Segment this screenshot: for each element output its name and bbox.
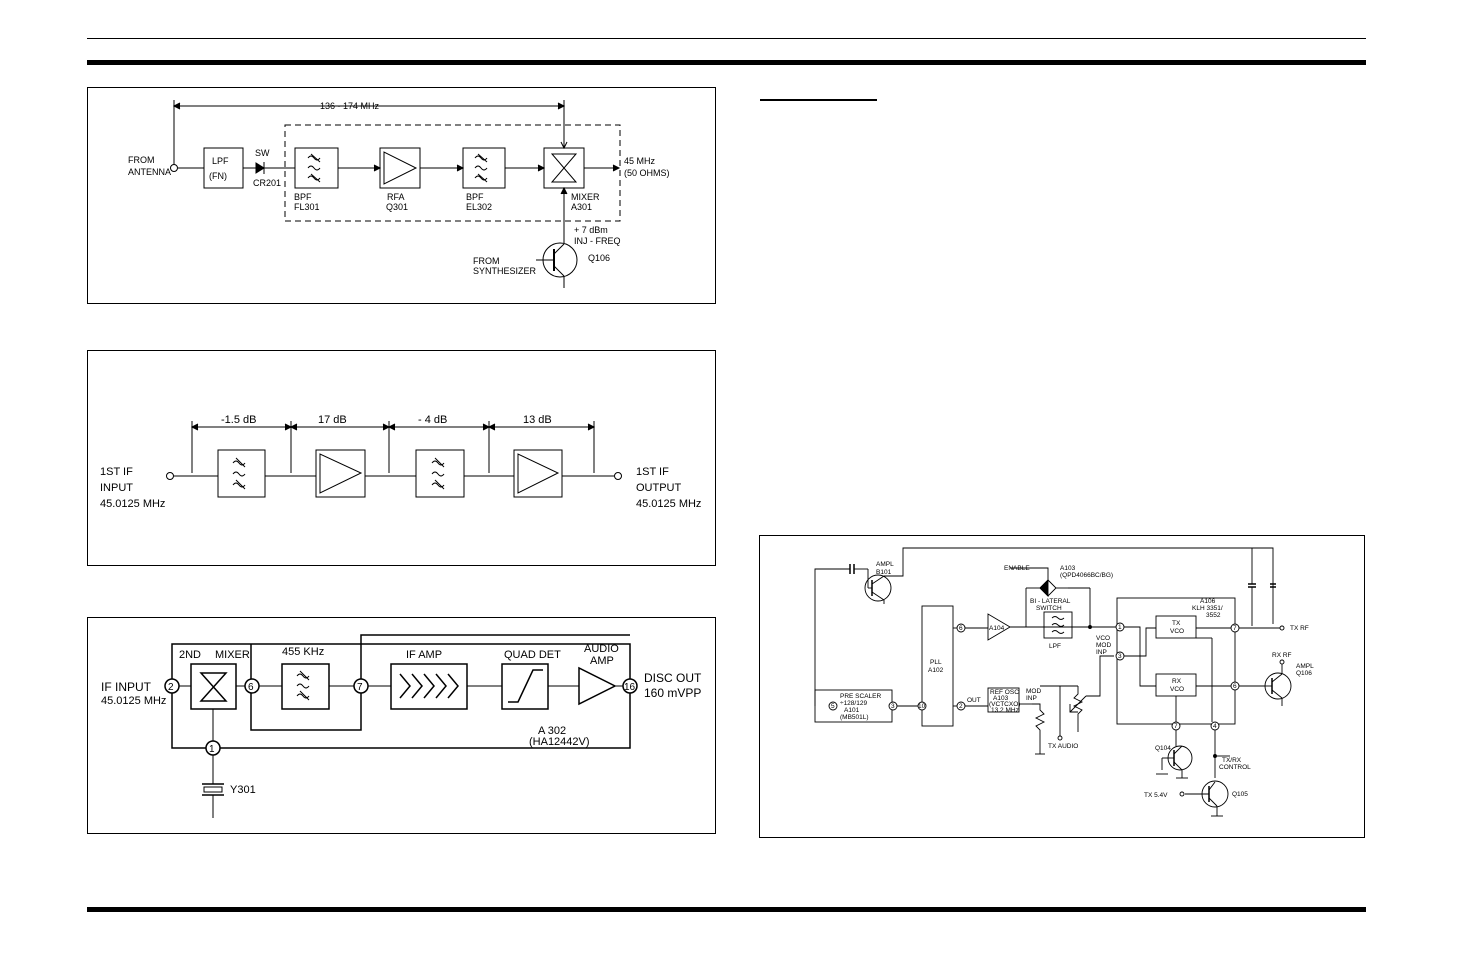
ampl-a101-1: AMPL [876,561,894,568]
gain-3: - 4 dB [418,414,448,426]
amp-label: AMP [590,655,614,667]
top-thick-rule [87,60,1366,65]
output-freq: 45 MHz [624,156,656,166]
ampl-q106-1: AMPL [1296,663,1314,670]
pin-2b: 4 [1213,723,1217,730]
ic-label-1: A 302 [538,725,567,737]
bilateral-2: SWITCH [1036,605,1062,612]
first-if-block-diagram [87,350,716,566]
pin-6b: 7 [1233,625,1237,632]
ampl-a101-2: B101 [876,569,892,576]
bottom-thick-rule [87,907,1366,912]
mod-inp-1: MOD [1026,688,1042,695]
front-end-block-diagram [87,87,716,304]
pin-1: 1 [209,744,215,755]
from-antenna-1: FROM [128,155,155,165]
heading-underline [760,99,877,101]
mixer-label-2: A301 [571,202,593,212]
mixer-label-1: MIXER [571,192,600,202]
refosc-1: REF OSC [990,689,1019,696]
txrx-control-1: TX/RX [1222,757,1242,764]
if-input-label: IF INPUT [101,680,151,694]
input-label-1: 1ST IF [100,466,133,478]
tx-rf-label: TX RF [1290,625,1309,632]
pin-3a: 3 [891,703,895,710]
from-synth-2: SYNTHESIZER [473,266,537,276]
q104-label: Q104 [1155,745,1171,752]
output-label-1: 1ST IF [636,466,669,478]
a106-1: A106 [1200,598,1216,605]
from-antenna-2: ANTENNA [128,167,172,177]
bpf2-label-2: EL302 [466,202,493,212]
cr201-label: CR201 [253,178,282,188]
gain-2: 17 dB [318,414,347,426]
output-freq: 45.0125 MHz [636,498,702,510]
ampl-q106-2: Q106 [1296,670,1312,677]
bilateral-1: BI - LATERAL [1030,598,1071,605]
pin-5: 5 [831,703,835,710]
lpf-label-2: (FN) [209,171,227,181]
tx-vco-2: VCO [1170,628,1185,635]
a104-label: A104 [989,625,1005,632]
top-thin-rule [87,38,1366,39]
pin-3b: 3 [1118,653,1122,660]
rfa-label-1: RFA [387,192,405,202]
disc-out-label: DISC OUT [644,671,702,685]
from-synth-1: FROM [473,256,500,266]
pin-7: 7 [357,682,363,693]
y301-label: Y301 [230,784,256,796]
q105-label: Q105 [1232,791,1248,798]
output-ohms: (50 OHMS) [624,168,670,178]
second-if-block-diagram [87,617,716,834]
input-label-2: INPUT [100,482,133,494]
prescaler-2: ÷128/129 [840,700,868,707]
second-label: 2ND [179,649,202,661]
prescaler-3: A101 [844,707,860,714]
bpf2-label-1: BPF [466,192,484,202]
input-freq: 45.0125 MHz [100,498,166,510]
band-label: 136 - 174 MHz [320,101,380,111]
mod-inp-2: INP [1026,695,1037,702]
a103-1: A103 [1060,565,1076,572]
quad-det-label: QUAD DET [504,649,561,661]
rfa-label-2: Q301 [386,202,409,212]
bpf1-label-2: FL301 [294,202,320,212]
pin-2a: 2 [959,703,963,710]
pll-1: PLL [930,659,942,666]
refosc-4: 13.2 MHz [991,707,1019,714]
vco-mod-2: MOD [1096,642,1112,649]
a103-2: (QPD4066BC/BG) [1060,572,1114,579]
audio-label: AUDIO [584,643,619,655]
prescaler-4: (MB501L) [840,714,869,721]
tx-54-label: TX 5.4V [1144,792,1168,799]
txrx-control-2: CONTROL [1219,764,1251,771]
vco-mod-3: INP [1096,649,1107,656]
pin-16: 16 [624,682,636,693]
inj-label-2: INJ - FREQ [574,236,621,246]
pin-2: 2 [168,682,174,693]
enable-label: ENABLE [1004,565,1030,572]
khz-label: 455 KHz [282,646,325,658]
rx-vco-1: RX [1172,678,1182,685]
tx-vco-1: TX [1172,620,1181,627]
ic-label-2: (HA12442V) [529,736,590,748]
pin-4: 7 [1174,723,1178,730]
refosc-2: A103 [993,695,1009,702]
output-label-2: OUTPUT [636,482,682,494]
pin-6: 6 [248,682,254,693]
rx-vco-2: VCO [1170,686,1185,693]
inj-label-1: + 7 dBm [574,225,608,235]
tx-audio-label: TX AUDIO [1048,743,1079,750]
pin-1a: 1 [1118,624,1122,631]
gain-4: 13 dB [523,414,552,426]
a106-2: KLH 3351/ [1192,605,1223,612]
prescaler-1: PRE SCALER [840,693,882,700]
pin-7b: 6 [1233,683,1237,690]
q106-label: Q106 [588,253,611,263]
sw-label: SW [255,148,270,158]
pll-2: A102 [928,667,944,674]
rx-rf-label: RX RF [1272,652,1292,659]
vco-mod-1: VCO [1096,635,1111,642]
pin-10: 10 [918,703,926,710]
gain-1: -1.5 dB [221,414,257,426]
lpf-label: LPF [1049,643,1061,650]
a106-3: 3552 [1206,612,1221,619]
lpf-label-1: LPF [212,156,229,166]
if-amp-label: IF AMP [406,649,443,661]
refosc-3: (VCTCXO) [989,701,1021,708]
synthesizer-block-diagram [759,535,1365,838]
pin-6a: 6 [959,625,963,632]
bpf1-label-1: BPF [294,192,312,202]
mixer-label: MIXER [215,649,250,661]
disc-out-level: 160 mVPP [644,686,702,700]
if-input-freq: 45.0125 MHz [101,695,167,707]
out-label: OUT [967,697,981,704]
